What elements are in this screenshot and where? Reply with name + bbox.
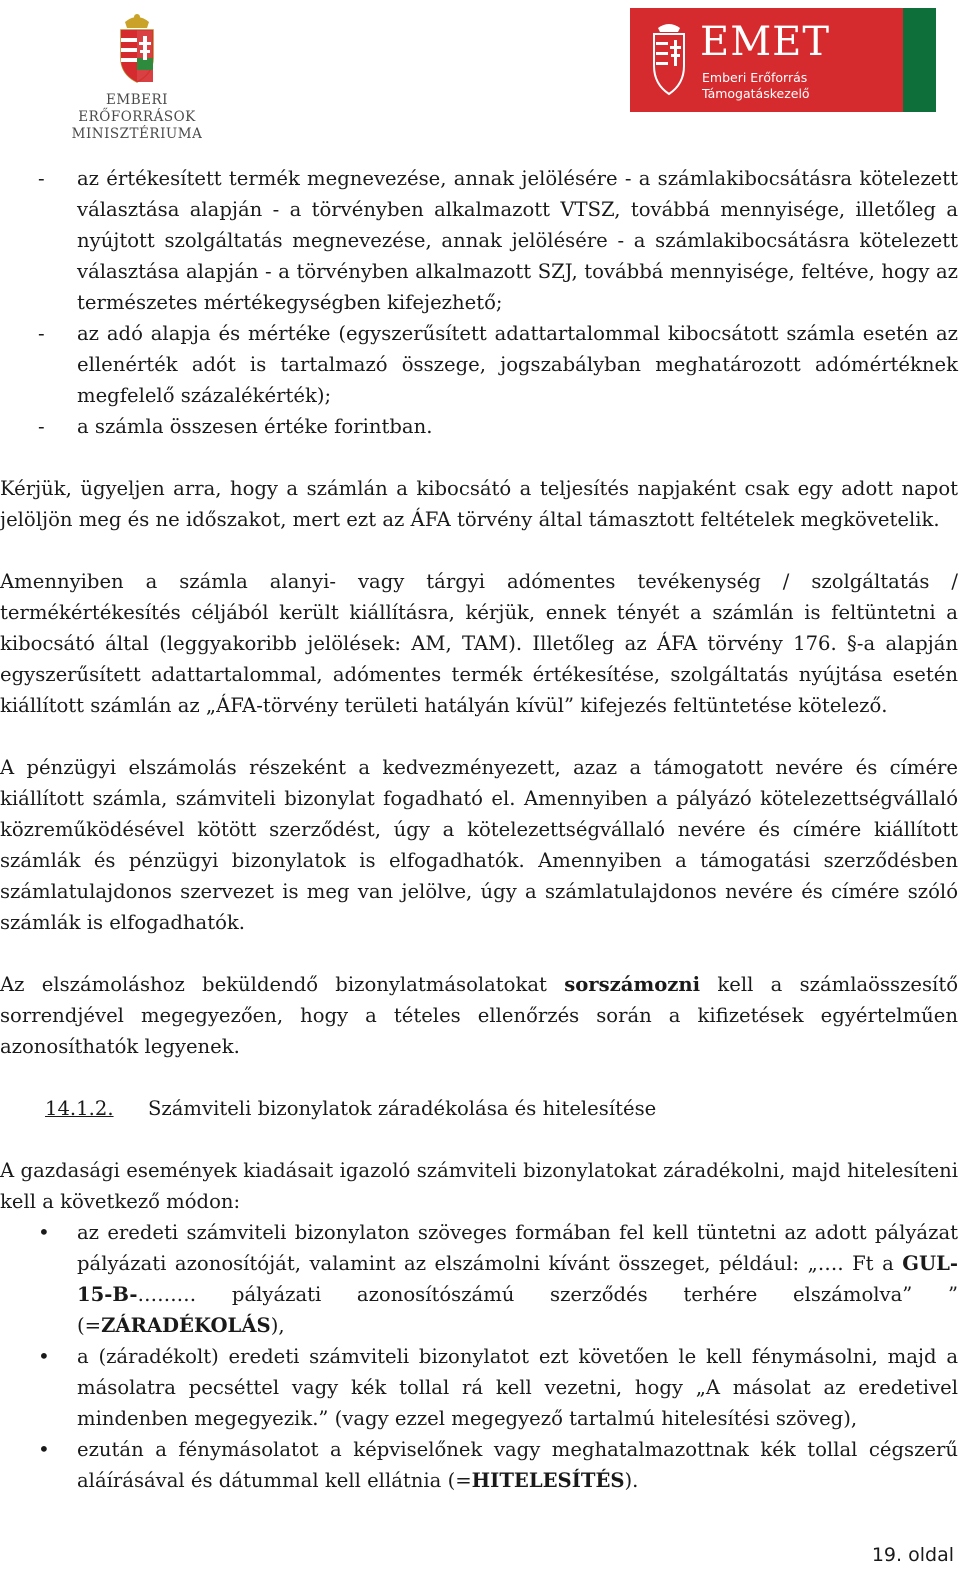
emet-green-stripe xyxy=(903,8,936,112)
emmi-line1: EMBERI ERŐFORRÁSOK xyxy=(78,92,196,125)
emet-title: EMET xyxy=(700,19,831,65)
bold-text: sorszámozni xyxy=(564,973,701,996)
page-number: 19. oldal xyxy=(871,1544,954,1566)
dash-marker: - xyxy=(38,322,45,345)
paragraph-date-notice: Kérjük, ügyeljen arra, hogy a számlán a kibocsátó a teljesítés napjaként csak egy adott napot jelöljön meg és ne időszakot, mert ezt az ÁFA törvény által támasztott feltételek megkövetelik. xyxy=(0,477,958,531)
text-span: az eredeti számviteli bizonylaton szöveges formában fel kell tüntetni az adott pályázat pályázati azonosítóját, valamint az elszámolni kívánt összeget, például: „…. Ft a xyxy=(77,1221,958,1275)
section-title: Számviteli bizonylatok záradékolása és hitelesítése xyxy=(148,1097,657,1120)
text-span: Az elszámoláshoz beküldendő bizonylatmásolatokat xyxy=(0,973,565,996)
bullet-marker: • xyxy=(38,1344,50,1368)
page-header xyxy=(0,0,960,140)
text-span: ), xyxy=(270,1314,285,1337)
bold-text: HITELESÍTÉS xyxy=(471,1469,625,1492)
list-item xyxy=(0,163,958,318)
list-item xyxy=(0,318,958,411)
emmi-line2: MINISZTÉRIUMA xyxy=(71,126,203,142)
list-item-text: a (záradékolt) eredeti számviteli bizonylatot ezt követően le kell fénymásolni, majd a másolatra pecséttel vagy kék tollal rá kell vezetni, hogy „A másolat az eredetivel mindenben megegyezik.” (vagy ezzel megegyező tartalmú hitelesítési szöveg), xyxy=(77,1345,958,1430)
list-item-text: az adó alapja és mértéke (egyszerűsített adattartalommal kibocsátott számla esetén az ellenérték adót is tartalmazó összege, jogszabályban meghatározott adómértéknek megfelelő százalékérték); xyxy=(77,322,958,407)
text-span: ). xyxy=(624,1469,639,1492)
text-span: kell a számlaösszesítő sorrendjével megegyezően, hogy a tételes ellenőrzés során a kifizetések egyértelműen azonosíthatók legyenek. xyxy=(0,973,958,1058)
list-item xyxy=(0,1434,958,1496)
section-heading xyxy=(0,1093,958,1124)
bullet-marker: • xyxy=(38,1220,50,1244)
dash-marker: - xyxy=(38,167,45,190)
emmi-logo xyxy=(52,12,222,142)
paragraph-tax-exempt: Amennyiben a számla alanyi- vagy tárgyi adómentes tevékenység / szolgáltatás / termékértékesítés céljából került kiállításra, kérjük, ennek tényét a számlán is feltüntetni a kibocsátó által (leggyakoribb jelölések: AM, TAM). Illetőleg az ÁFA törvény 176. §-a alapján egyszerűsített adattartalommal, adómentes termék értékesítése, szolgáltatás nyújtása esetén kiállított számlán az „ÁFA-törvény területi hatályán kívül” kifejezés feltüntetése kötelező. xyxy=(0,570,958,717)
bold-text: ZÁRADÉKOLÁS xyxy=(101,1314,271,1337)
paragraph-numbering xyxy=(0,969,958,1062)
emet-subtitle-2: Támogatáskezelő xyxy=(702,86,810,101)
page-content xyxy=(0,163,958,1496)
list-item-text: az értékesített termék megnevezése, annak jelölésére - a számlakibocsátásra kötelezett választása alapján - a törvényben alkalmazott VTSZ, továbbá mennyisége, illetőleg a nyújtott szolgáltatás megnevezése, annak jelölésére - a számlakibocsátásra kötelezett választása alapján - a törvényben alkalmazott SZJ, továbbá mennyisége, feltéve, hogy az természetes mértékegységben kifejezhető; xyxy=(77,167,958,314)
bold-text: GUL-15-B- xyxy=(77,1252,958,1306)
emmi-logo-text xyxy=(52,92,222,143)
list-item xyxy=(0,411,958,442)
section-number: 14.1.2. xyxy=(45,1097,114,1120)
dash-marker: - xyxy=(38,415,45,438)
list-item xyxy=(0,1341,958,1434)
coat-of-arms-icon xyxy=(107,12,167,86)
emet-crest-icon xyxy=(644,18,694,102)
text-span: ezután a fénymásolatot a képviselőnek vagy meghatalmazottnak kék tollal cégszerű aláírásával és dátummal kell ellátnia (= xyxy=(77,1438,958,1492)
list-item xyxy=(0,1217,958,1341)
list-item-text: a számla összesen értéke forintban. xyxy=(77,415,433,438)
text-span: ……… pályázati azonosítószámú szerződés terhére elszámolva” ” (= xyxy=(77,1283,958,1337)
paragraph-financial-settlement: A pénzügyi elszámolás részeként a kedvezményezett, azaz a támogatott nevére és címére kiállított számla, számviteli bizonylat fogadható el. Amennyiben a pályázó kötelezettségvállaló közreműködésével kötött szerződést, úgy a kötelezettségvállaló nevére és címére kiállított számlák és pénzügyi bizonylatok is elfogadhatók. Amennyiben a támogatási szerződésben számlatulajdonos szervezet is meg van jelölve, úgy a számlatulajdonos nevére és címére szóló számlák is elfogadhatók. xyxy=(0,756,958,934)
paragraph-intro: A gazdasági események kiadásait igazoló számviteli bizonylatokat záradékolni, majd hitelesíteni kell a következő módon: xyxy=(0,1159,958,1213)
emet-subtitle-1: Emberi Erőforrás xyxy=(702,70,808,85)
emet-logo xyxy=(630,8,936,112)
bullet-marker: • xyxy=(38,1437,50,1461)
